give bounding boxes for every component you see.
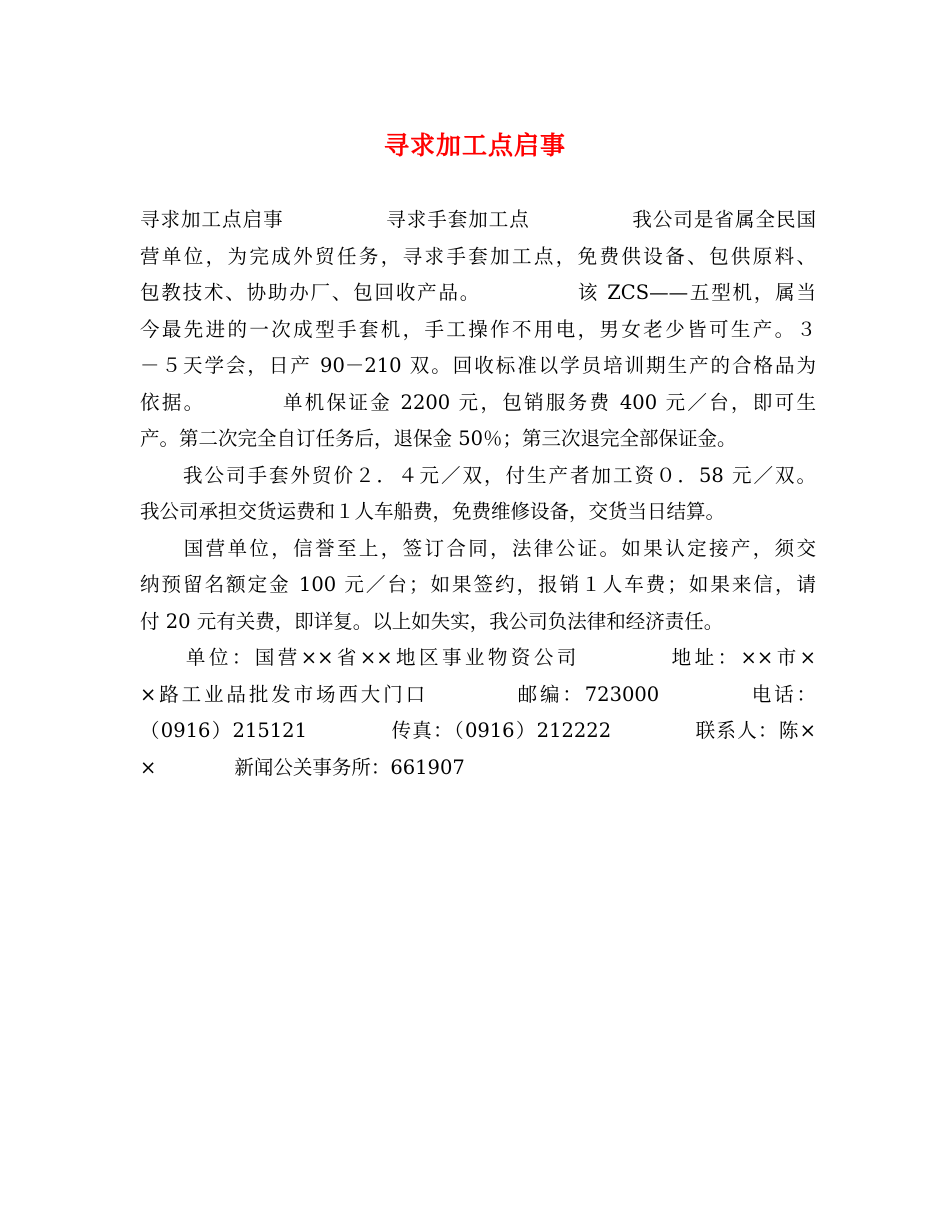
body-line: －５天学会，日产 90－210 双。回收标准以学员培训期生产的合格品为: [140, 354, 816, 377]
body-line: × 新闻公关事务所：661907: [140, 755, 465, 779]
document-title: 寻求加工点启事: [383, 131, 566, 160]
body-line: 单位：国营××省××地区事业物资公司 地址：××市×: [140, 646, 816, 669]
body-line: 今最先进的一次成型手套机，手工操作不用电，男女老少皆可生产。３: [140, 317, 816, 341]
document-body: [140, 202, 816, 786]
body-line: 依据。 单机保证金 2200 元，包销服务费 400 元／台，即可生: [140, 390, 816, 414]
body-line: 付 20 元有关费，即详复。以上如失实，我公司负法律和经济责任。: [140, 609, 724, 633]
body-line: 国营单位，信誉至上，签订合同，法律公证。如果认定接产，须交: [140, 536, 816, 560]
body-line: （0916）215121 传真：（0916）212222 联系人：陈×: [140, 719, 816, 742]
body-line: 包教技术、协助办厂、包回收产品。 该 ZCS——五型机，属当: [140, 281, 816, 304]
body-line: 营单位，为完成外贸任务，寻求手套加工点，免费供设备、包供原料、: [140, 244, 816, 268]
body-line: 产。第二次完全自订任务后，退保金 50％；第三次退完全部保证金。: [140, 427, 737, 450]
body-line: ×路工业品批发市场西大门口 邮编：723000 电话：: [140, 682, 816, 706]
body-line: 我公司手套外贸价２．４元／双，付生产者加工资０．58 元／双。: [140, 463, 816, 487]
body-line: 寻求加工点启事 寻求手套加工点 我公司是省属全民国: [140, 208, 816, 231]
body-line: 我公司承担交货运费和１人车船费，免费维修设备，交货当日结算。: [140, 500, 726, 523]
body-line: 纳预留名额定金 100 元／台；如果签约，报销１人车费；如果来信，请: [140, 573, 816, 596]
